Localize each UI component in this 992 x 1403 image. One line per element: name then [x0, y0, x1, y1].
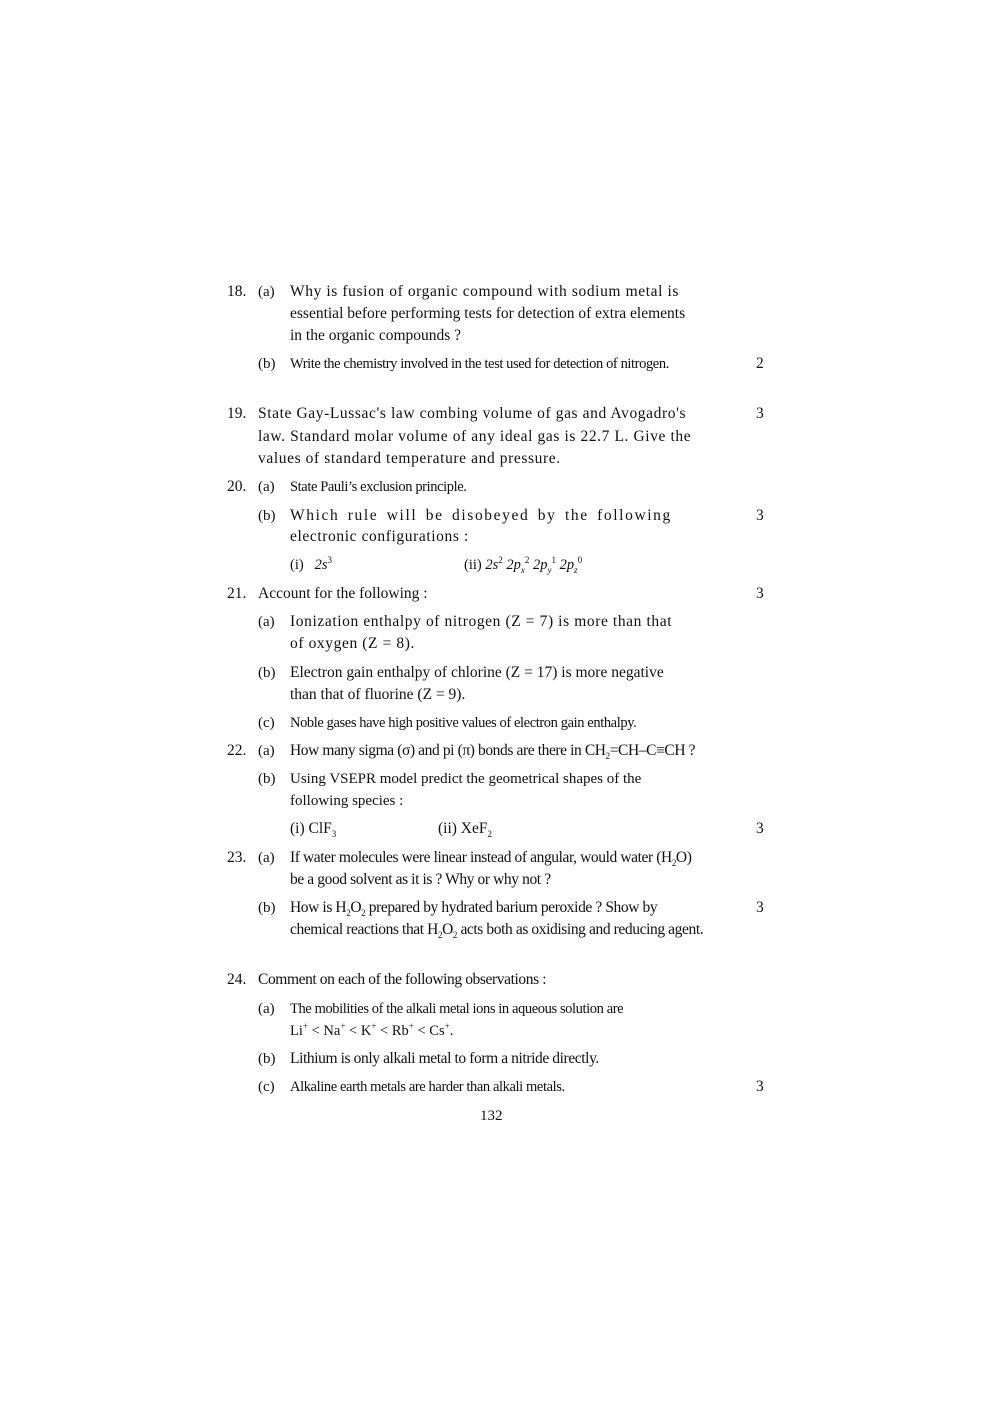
marks: 3 [756, 1078, 764, 1095]
species-option-i [290, 820, 336, 838]
question-number: 22. [227, 742, 247, 759]
ion-mobility-order: Li+ < Na+ < K+ < Rb+ < Cs+. [290, 1021, 454, 1039]
superscript: + [408, 1021, 414, 1032]
subscript: y [547, 564, 552, 575]
question-text: The mobilities of the alkali metal ions in aqueous solution are [290, 1001, 624, 1017]
separator: < [311, 1023, 320, 1039]
text-segment: If water molecules were linear instead of angular, would water (H [290, 849, 672, 866]
question-text: law. Standard molar volume of any ideal gas is 22.7 L. Give the [258, 428, 692, 445]
question-text: Ionization enthalpy of nitrogen (Z = 7) is more than that [290, 613, 673, 630]
question-text: than that of fluorine (Z = 9). [290, 686, 466, 703]
question-text: State Gay-Lussac's law combing volume of gas and Avogadro's [258, 405, 687, 422]
superscript: 0 [577, 555, 583, 566]
superscript: + [444, 1021, 450, 1032]
question-text: Electron gain enthalpy of chlorine (Z = 17) is more negative [290, 664, 664, 681]
question-text: Which rule will be disobeyed by the following [290, 507, 672, 524]
subscript: 3 [331, 829, 337, 840]
part-label: (b) [258, 771, 276, 787]
subscript: z [574, 564, 578, 575]
subscript: 2 [671, 858, 676, 869]
question-text: Write the chemistry involved in the test used for detection of nitrogen. [290, 356, 669, 372]
part-label: (b) [258, 900, 276, 916]
question-text: following species : [290, 793, 404, 809]
marks: 3 [756, 507, 764, 524]
part-label: (c) [258, 715, 275, 731]
part-label: (a) [258, 479, 275, 495]
question-text: Using VSEPR model predict the geometrical shapes of the [290, 771, 642, 787]
text-segment: chemical reactions that H [290, 921, 438, 938]
part-label: (a) [258, 850, 275, 866]
ion: Na [323, 1023, 341, 1039]
superscript: + [371, 1021, 377, 1032]
superscript: 3 [327, 555, 332, 566]
part-label: (b) [258, 508, 276, 524]
subscript: 2 [487, 829, 493, 840]
subscript: 2 [452, 930, 457, 941]
question-number: 21. [227, 585, 247, 602]
ion: K [360, 1023, 372, 1039]
question-text: in the organic compounds ? [290, 327, 462, 344]
question-text: be a good solvent as it is ? Why or why not ? [290, 871, 551, 888]
question-text: Why is fusion of organic compound with sodium metal is [290, 283, 680, 300]
ion: Rb [391, 1023, 409, 1039]
question-text [290, 742, 695, 760]
option-label: (i) [290, 557, 304, 573]
config-term: 2s [485, 557, 499, 573]
subscript: 2 [361, 908, 366, 919]
part-label: (c) [258, 1079, 275, 1095]
text-segment: How many sigma (σ) and pi (π) bonds are there in CH [290, 742, 606, 759]
superscript: 2 [524, 555, 530, 566]
marks: 3 [756, 899, 764, 916]
question-number: 20. [227, 478, 247, 495]
config-option-i [290, 556, 332, 574]
subscript: x [520, 564, 525, 575]
question-text: essential before performing tests for detection of extra elements [290, 305, 686, 322]
config-option-ii [464, 556, 582, 574]
question-text: electronic configurations : [290, 528, 469, 545]
superscript: 2 [498, 555, 503, 566]
question-text: Alkaline earth metals are harder than alkali metals. [290, 1079, 565, 1095]
separator: < [380, 1023, 389, 1039]
question-text [290, 849, 691, 867]
question-text [290, 899, 657, 917]
text-segment: How is H [290, 899, 347, 916]
subscript: 2 [605, 751, 610, 762]
ion: Cs [429, 1023, 445, 1039]
option-label: (ii) XeF [438, 820, 488, 837]
superscript: + [340, 1021, 346, 1032]
config-term: 2p [559, 557, 575, 573]
question-text: Lithium is only alkali metal to form a nitride directly. [290, 1050, 599, 1067]
config-term: 2p [533, 557, 548, 573]
question-number: 24. [227, 971, 247, 988]
question-stem: Comment on each of the following observations : [258, 971, 547, 988]
text-segment: =CH–C≡CH ? [609, 742, 696, 759]
text-segment: O [442, 921, 453, 938]
species-option-ii [438, 820, 492, 838]
question-text: Noble gases have high positive values of electron gain enthalpy. [290, 715, 637, 731]
part-label: (b) [258, 665, 276, 681]
ion: Li [290, 1023, 303, 1039]
option-label: (i) ClF [290, 820, 332, 837]
separator: < [349, 1023, 358, 1039]
config-term: 2s [314, 557, 328, 573]
question-text: values of standard temperature and pressure. [258, 450, 561, 467]
subscript: 2 [437, 930, 443, 941]
subscript: 2 [346, 908, 351, 919]
text-segment: acts both as oxidising and reducing agent. [456, 921, 704, 938]
question-stem: Account for the following : [258, 585, 428, 602]
option-label: (ii) [464, 557, 482, 573]
question-number: 18. [227, 283, 247, 300]
marks: 3 [756, 405, 764, 422]
part-label: (b) [258, 356, 276, 372]
question-text: State Pauli’s exclusion principle. [290, 479, 467, 495]
part-label: (b) [258, 1051, 276, 1067]
question-number: 19. [227, 405, 247, 422]
config-term: 2p [506, 557, 521, 573]
question-number: 23. [227, 849, 247, 866]
marks: 3 [756, 585, 764, 602]
marks: 2 [756, 355, 764, 372]
question-text [290, 921, 703, 939]
question-text: of oxygen (Z = 8). [290, 635, 415, 652]
superscript: + [302, 1021, 308, 1032]
separator: < [417, 1023, 426, 1039]
part-label: (a) [258, 1001, 275, 1017]
marks: 3 [756, 820, 764, 837]
page-number: 132 [480, 1108, 503, 1124]
superscript: 1 [551, 555, 556, 566]
text-segment: prepared by hydrated barium peroxide ? Show by [365, 899, 658, 916]
part-label: (a) [258, 743, 275, 759]
text-segment: O [350, 899, 362, 916]
text-segment: O) [675, 849, 692, 866]
part-label: (a) [258, 284, 275, 300]
part-label: (a) [258, 614, 275, 630]
